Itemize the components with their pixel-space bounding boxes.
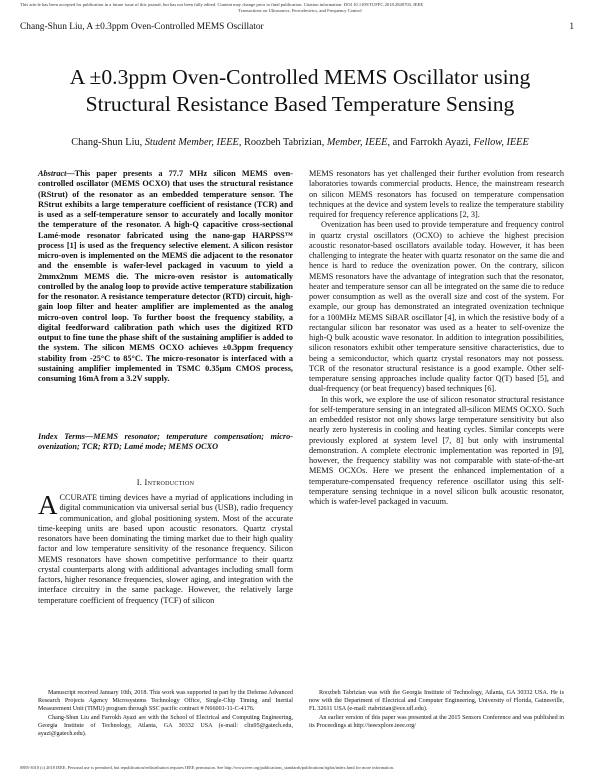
index-terms [38,432,293,453]
right-column-body [309,169,564,507]
running-head-text: Chang-Shun Liu, A ±0.3ppm Oven-Controlled MEMS Oscillator [20,22,264,32]
author-1-name: Chang-Shun Liu, [71,137,145,148]
publication-notice [20,2,580,14]
author-separator-2: , and Farrokh Ayazi, [387,137,474,148]
title-line-2: Structural Resistance Based Temperature Sensing [85,92,515,116]
page-number: 1 [569,22,574,32]
intro-lead-word: CCURATE [59,493,98,502]
abstract-text: —This paper presents a 77.7 MHz silicon MEMS oven-controlled oscillator (MEMS OCXO) that uses the structural resistance (RStrut) of the resonator as an embedded temperature sensor. The RStrut exhibits a large temperature coefficient of resistance (TCR) and is used as a self-temperature sensor to accurately and locally monitor the temperature of the resonator. A high-Q capacitive cross-sectional Lamé-mode resonator fabricated using the nano-gap HARPSS™ process [1] is used as the frequency selective element. A silicon resistor micro-oven is implemented on the MEMS die adjacent to the resonator and the ensemble is wafer-level packaged in vacuum to yield a 2mmx2mm MEMS die. The micro-oven resistor is automatically controlled by the analog loop to provide active temperature stabilization for the resonator. A resistance temperature detector (RTD) circuit, high-gain loop filter and heater amplifier are implemented as the analog micro-oven control loop. To further boost the frequency stability, a digital feedforward calibration path which uses the digitized RTD output to fine tune the phase shift of the sustaining amplifier is added to the system. The silicon MEMS OCXO achieves ±0.3ppm frequency stability from -25°C to 85°C. The micro-resonator is interfaced with a sustaining amplifier implemented in TSMC 0.35μm CMOS process, consuming 16mA from a 3.2V supply. [38,169,293,383]
notice-line-2: Transactions on Ultrasonics, Ferroelectrics, and Frequency Control [238,8,362,13]
footnote-affiliation-1: Chang-Shun Liu and Farrokh Ayazi are with the School of Electrical and Computing Engineering, Georgia Institute of Technology, Atlanta, GA 30332 USA (e-mail: cliu95@gatech.edu, ayazi@gatech.edu). [38,715,293,737]
footnote-funding: Manuscript received January 10th, 2018. This work was supported in part by the Defense Advanced Research Projects Agency Microsystems Technology Office, Single-Chip Timing and Inertial Measurement Unit (TIMU) program through SSC pacific contract # N66001-11-C-4176. [38,690,293,712]
copyright-line: 0885-3010 (c) 2018 IEEE. Personal use is permitted, but republication/redistribution requires IEEE permission. See http://www.ieee.org/publications_standards/publications/rights/index.html for more information. [20,765,394,770]
drop-cap: A [38,490,58,520]
footnote-affiliation-2: Roozbeh Tabrizian was with the Georgia Institute of Technology, Atlanta, GA 30332 USA. He is now with the Department of Electrical and Computer Engineering, University of Florida, Gainesville, FL 32611 USA (e-mail: rtabrizian@ece.ufl.edu). [309,690,564,712]
author-1-role: Student Member, IEEE [144,137,239,148]
intro-text: timing devices have a myriad of applications including in digital communication via universal serial bus (USB), radio frequency communication, and global positioning system. Most of the accurate time-keeping units are based upon acoustic resonators. Quartz crystal resonators have been dominating the timing market due to their high quality factor and low temperature sensitivity of the resonance frequency. Silicon MEMS resonators have shown competitive performance to their quartz crystal counterparts along with additional advantages including small form factors, higher resonance frequencies, slower aging, and integration with the interface circuitry in the same package. However, the relatively large temperature coefficient of frequency (TCF) of silicon [38,493,293,605]
body-paragraph-1: MEMS resonators has yet challenged their further evolution from research laboratories towards commercial products. Hence, the mainstream research on silicon MEMS resonators has focused on temperature compensation techniques at the device and system levels to realize the temperature stability required for frequency reference applications [2, 3]. [309,169,564,219]
index-terms-label: Index Terms [38,432,85,441]
abstract [38,169,293,384]
author-3-role: Fellow, IEEE [473,137,529,148]
paper-title [30,64,570,118]
title-line-1: A ±0.3ppm Oven-Controlled MEMS Oscillator using [69,65,531,89]
body-paragraph-3: In this work, we explore the use of silicon resonator structural resistance for self-temperature sensing in an integrated all-silicon MEMS OCXO. Such an embedded resistor not only shows large temperature sensitivity but also nearly zero hysteresis in cooling and heating cycles. Similar concepts were previously explored at system level [7, 8] but only with instrumental demonstration. A complete electronic implementation was reported in [9], however, the frequency stability was not comparable with state-of-the-art MEMS OCXOs. Here we present the enhanced implementation of a temperature-compensated frequency reference oscillator using this self-temperature sensing technique in a novel silicon bulk acoustic resonator, which is wafer-level packaged in vacuum. [309,394,564,506]
footnotes-left [38,690,293,741]
introduction-paragraph [38,490,293,606]
index-terms-text: —MEMS resonator; temperature compensation; micro-ovenization; TCR; RTD; Lamé mode; MEMS OCXO [38,432,293,452]
author-separator-1: , Roozbeh Tabrizian, [238,137,327,148]
notice-line-1: This article has been accepted for publication in a future issue of this journal, but has not been fully edited. Content may change prior to final publication. Citation information: DOI 10.1109/TUFFC.2018.2840703, IEEE [20,2,424,7]
section-heading-introduction: I. Introduction [136,478,195,487]
author-2-role: Member, IEEE [326,137,388,148]
running-head [20,22,580,32]
footnote-conference: An earlier version of this paper was presented at the 2015 Sensors Conference and was published in its Proceedings at http://ieeexplore.ieee.org/ [309,715,564,730]
footnotes-right [309,690,564,733]
author-list [30,137,570,148]
abstract-label: Abstract [38,169,67,178]
body-paragraph-2: Ovenization has been used to provide temperature and frequency control in quartz crystal oscillators (OCXO) to achieve the highest precision acoustic resonator-based oscillators available today. However, it has been challenging to integrate the heater with quartz resonator on the same die and hence is hard to reduce the ovenization power. On the contrary, silicon MEMS resonators have the advantage of integration such that the resonator, heater and temperature sensor can all be integrated on the same die to reduce power consumption as well as the overall size and cost of the system. For example, our group has demonstrated an integrated ovenization technique for a 100MHz MEMS SiBAR oscillator [4], in which the resistive body of a rectangular silicon bar resonator was used as a heater to self-ovenize the high-Q bulk acoustic wave resonator. In addition to integration possibilities, silicon resonators exhibit other temperature sensitive characteristics, due to being a semiconductor, which quartz crystal resonators may not possess. TCR of the resonator structural resistance is a good example. Other self-temperature sensing approaches include quality factor Q(T) based [5], and dual-frequency (or beat frequency) based techniques [6]. [309,220,564,394]
